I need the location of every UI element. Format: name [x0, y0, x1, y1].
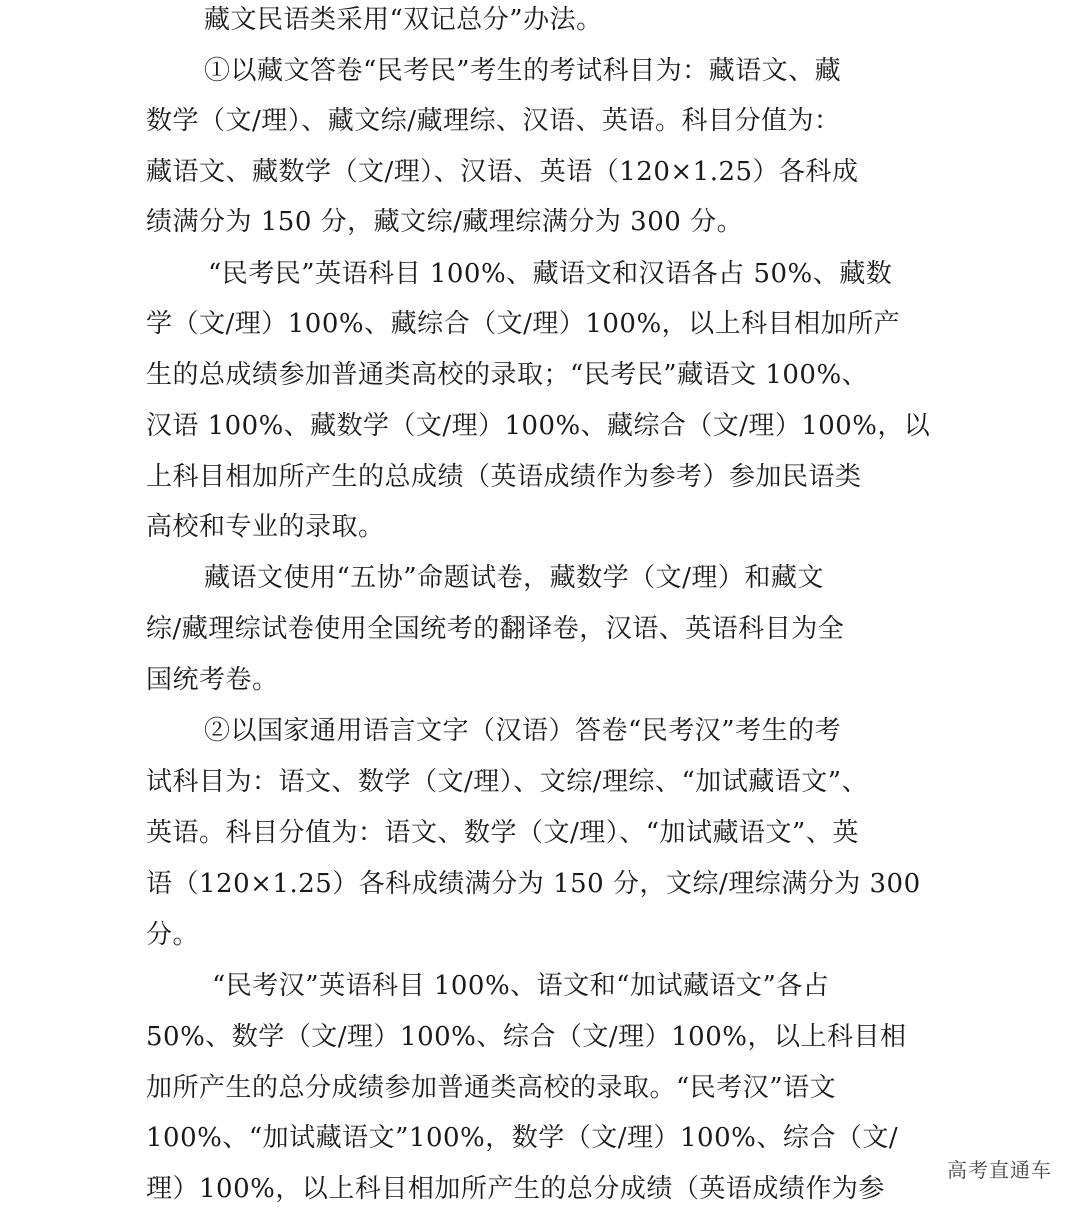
- text-line: 50%、数学（文/理）100%、综合（文/理）100%，以上科目相: [146, 1022, 907, 1052]
- text-line: ②以国家通用语言文字（汉语）答卷“民考汉”考生的考: [204, 716, 842, 746]
- text-line: 理）100%，以上科目相加所产生的总分成绩（英语成绩作为参: [146, 1174, 885, 1204]
- text-line: 100%、“加试藏语文”100%，数学（文/理）100%、综合（文/: [146, 1123, 899, 1153]
- text-line: ①以藏文答卷“民考民”考生的考试科目为：藏语文、藏: [204, 56, 842, 86]
- text-line: 国统考卷。: [146, 665, 279, 695]
- text-line: 加所产生的总分成绩参加普通类高校的录取。“民考汉”语文: [146, 1073, 837, 1103]
- text-line: 藏语文使用“五协”命题试卷，藏数学（文/理）和藏文: [204, 563, 824, 593]
- text-line: 高校和专业的录取。: [146, 512, 385, 542]
- text-line: “民考汉”英语科目 100%、语文和“加试藏语文”各占: [212, 971, 830, 1001]
- text-line: 生的总成绩参加普通类高校的录取；“民考民”藏语文 100%、: [146, 360, 869, 390]
- text-line: 上科目相加所产生的总成绩（英语成绩作为参考）参加民语类: [146, 462, 862, 492]
- text-line: 绩满分为 150 分，藏文综/藏理综满分为 300 分。: [146, 207, 744, 237]
- text-line: 藏文民语类采用“双记总分”办法。: [204, 5, 603, 35]
- text-line: 英语。科目分值为：语文、数学（文/理）、“加试藏语文”、英: [146, 818, 859, 848]
- text-line: 藏语文、藏数学（文/理）、汉语、英语（120×1.25）各科成: [146, 157, 859, 187]
- text-line: “民考民”英语科目 100%、藏语文和汉语各占 50%、藏数: [208, 259, 893, 289]
- text-line: 语（120×1.25）各科成绩满分为 150 分，文综/理综满分为 300: [146, 869, 921, 899]
- text-line: 数学（文/理）、藏文综/藏理综、汉语、英语。科目分值为：: [146, 106, 841, 136]
- text-line: 分。: [146, 920, 200, 950]
- text-line: 试科目为：语文、数学（文/理）、文综/理综、“加试藏语文”、: [146, 767, 869, 797]
- text-line: 汉语 100%、藏数学（文/理）100%、藏综合（文/理）100%，以: [146, 411, 931, 441]
- text-line: 学（文/理）100%、藏综合（文/理）100%，以上科目相加所产: [146, 309, 901, 339]
- text-line: 综/藏理综试卷使用全国统考的翻译卷，汉语、英语科目为全: [146, 614, 845, 644]
- watermark: 高考直通车: [947, 1158, 1052, 1182]
